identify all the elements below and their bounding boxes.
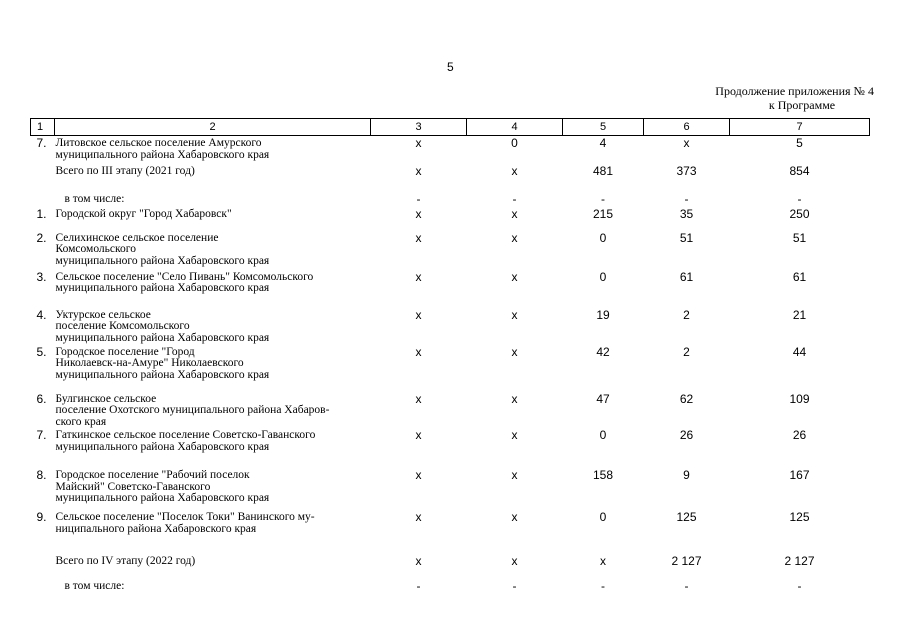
cell-col-4: х [511, 269, 518, 284]
row-name: в том числе: [64, 580, 125, 592]
row-name: Городское поселение "Рабочий поселок Майский" Советско-Гаванского муниципального района Хабаровского края [55, 469, 270, 504]
cell-col-3: х [415, 206, 422, 221]
cell-col-6: 2 127 [671, 554, 702, 568]
page-number: 5 [447, 60, 454, 74]
table-row [31, 136, 870, 164]
cell-col-5: 0 [599, 428, 607, 442]
table-row [31, 192, 870, 207]
header-row [31, 119, 870, 136]
table-row [31, 207, 870, 231]
cell-col-7: 109 [789, 391, 810, 406]
appendix-caption [680, 84, 874, 112]
row-name: Сельское поселение "Село Пивань" Комсомольского муниципального района Хабаровского края [55, 270, 314, 294]
header-col-2: 2 [55, 119, 371, 136]
row-name: в том числе: [64, 192, 125, 205]
cell-col-4: х [511, 163, 518, 178]
cell-col-7: 51 [792, 230, 807, 245]
cell-col-4: х [511, 428, 518, 442]
cell-col-5: 0 [599, 269, 607, 284]
table-row [31, 231, 870, 270]
cell-col-6: 26 [679, 428, 694, 442]
cell-col-4: х [511, 510, 518, 524]
cell-col-4: х [511, 468, 518, 482]
row-index: 7. [36, 428, 47, 442]
cell-col-7: 854 [789, 163, 810, 178]
cell-col-7: 61 [792, 269, 807, 284]
cell-col-6: 62 [679, 391, 694, 406]
table-row [31, 308, 870, 345]
cell-col-7: 125 [789, 510, 810, 524]
cell-col-7: 2 127 [784, 554, 815, 568]
table-row [31, 579, 870, 595]
row-index: 4. [36, 307, 47, 322]
cell-col-7: 21 [792, 307, 807, 322]
table-row [31, 270, 870, 308]
row-index [31, 192, 55, 207]
cell-col-5: 19 [596, 307, 610, 322]
header-col-6: 6 [644, 119, 730, 136]
cell-col-4: 0 [511, 136, 518, 150]
cell-col-4: х [511, 206, 518, 221]
cell-col-6: - [684, 191, 689, 206]
cell-col-6: 61 [679, 269, 694, 284]
cell-col-7: 26 [792, 428, 807, 442]
row-name: Булгинское сельское поселение Охотского муниципального района Хабаров- ского края [55, 392, 330, 428]
row-name: Городское поселение "Город Николаевск-на-Амуре" Николаевского муниципального района Хабаровского края [55, 345, 270, 381]
cell-col-3: х [415, 344, 422, 359]
cell-col-7: - [797, 579, 802, 593]
header-col-1: 1 [31, 119, 55, 136]
cell-col-3: х [415, 269, 422, 284]
cell-col-4: х [511, 554, 518, 568]
cell-col-6: 35 [679, 206, 694, 221]
cell-col-5: - [601, 579, 605, 593]
row-index: 9. [36, 510, 47, 524]
cell-col-4: - [512, 579, 517, 593]
cell-col-6: - [684, 579, 689, 593]
cell-col-4: х [511, 307, 518, 322]
row-index: 7. [36, 136, 47, 150]
caption-line-2: к Программе [768, 98, 836, 112]
row-index [31, 164, 55, 192]
cell-col-3: х [415, 307, 422, 322]
caption-line-1: Продолжение приложения № 4 [715, 84, 874, 98]
cell-col-6: 9 [683, 468, 690, 482]
cell-col-3: х [415, 136, 422, 150]
cell-col-6: 2 [683, 344, 690, 359]
cell-col-7: 44 [792, 344, 807, 359]
cell-col-6: 51 [679, 230, 694, 245]
row-index: 6. [36, 391, 47, 406]
table-row [31, 345, 870, 392]
header-col-4: 4 [467, 119, 563, 136]
appendix-table [30, 118, 870, 595]
table-row [31, 510, 870, 554]
row-name: Уктурское сельское поселение Комсомольского муниципального района Хабаровского края [55, 308, 270, 344]
cell-col-7: 250 [789, 206, 810, 221]
cell-col-4: - [512, 191, 517, 206]
row-name: Городской округ "Город Хабаровск" [55, 207, 232, 220]
row-name: Гаткинское сельское поселение Советско-Гаванского муниципального района Хабаровского края [55, 429, 316, 453]
row-name: Селихинское сельское поселение Комсомольского муниципального района Хабаровского края [55, 231, 270, 267]
cell-col-3: - [416, 191, 421, 206]
row-index: 2. [36, 230, 47, 245]
row-index: 3. [36, 269, 47, 284]
cell-col-7: 167 [789, 468, 810, 482]
row-name: Всего по III этапу (2021 год) [55, 164, 195, 177]
cell-col-6: 2 [683, 307, 690, 322]
cell-col-4: х [511, 391, 518, 406]
row-index [31, 579, 55, 595]
cell-col-3: х [415, 468, 422, 482]
row-index: 8. [36, 468, 47, 482]
row-index: 1. [36, 206, 47, 221]
cell-col-3: х [415, 554, 422, 568]
row-name: Литовское сельское поселение Амурского муниципального района Хабаровского края [55, 137, 270, 161]
cell-col-5: 0 [599, 230, 607, 245]
cell-col-5: 0 [599, 510, 607, 524]
cell-col-4: х [511, 344, 518, 359]
header-col-5: 5 [563, 119, 644, 136]
cell-col-3: - [416, 579, 421, 593]
cell-col-5: 4 [599, 136, 607, 150]
cell-col-6: 373 [676, 163, 697, 178]
cell-col-5: 42 [596, 344, 610, 359]
cell-col-5: 215 [592, 206, 614, 221]
cell-col-5: 158 [592, 468, 614, 482]
cell-col-3: х [415, 230, 422, 245]
header-col-7: 7 [730, 119, 870, 136]
table-row [31, 554, 870, 579]
row-name: Сельское поселение "Поселок Токи" Ванинского му- ниципального района Хабаровского края [55, 511, 315, 535]
cell-col-3: х [415, 428, 422, 442]
cell-col-5: 481 [592, 163, 614, 178]
cell-col-6: 125 [676, 510, 697, 524]
cell-col-3: х [415, 510, 422, 524]
table-row [31, 428, 870, 468]
table-row [31, 164, 870, 192]
table-row [31, 468, 870, 510]
cell-col-6: х [683, 136, 690, 150]
cell-col-5: - [601, 191, 605, 206]
header-col-3: 3 [371, 119, 467, 136]
cell-col-3: х [415, 163, 422, 178]
row-name: Всего по IV этапу (2022 год) [55, 555, 196, 567]
cell-col-7: - [797, 191, 802, 206]
table-row [31, 392, 870, 429]
cell-col-7: 5 [796, 136, 803, 150]
row-index [31, 554, 55, 579]
cell-col-4: х [511, 230, 518, 245]
cell-col-5: х [600, 554, 606, 568]
cell-col-5: 47 [596, 391, 610, 406]
cell-col-3: х [415, 391, 422, 406]
row-index: 5. [36, 344, 47, 359]
